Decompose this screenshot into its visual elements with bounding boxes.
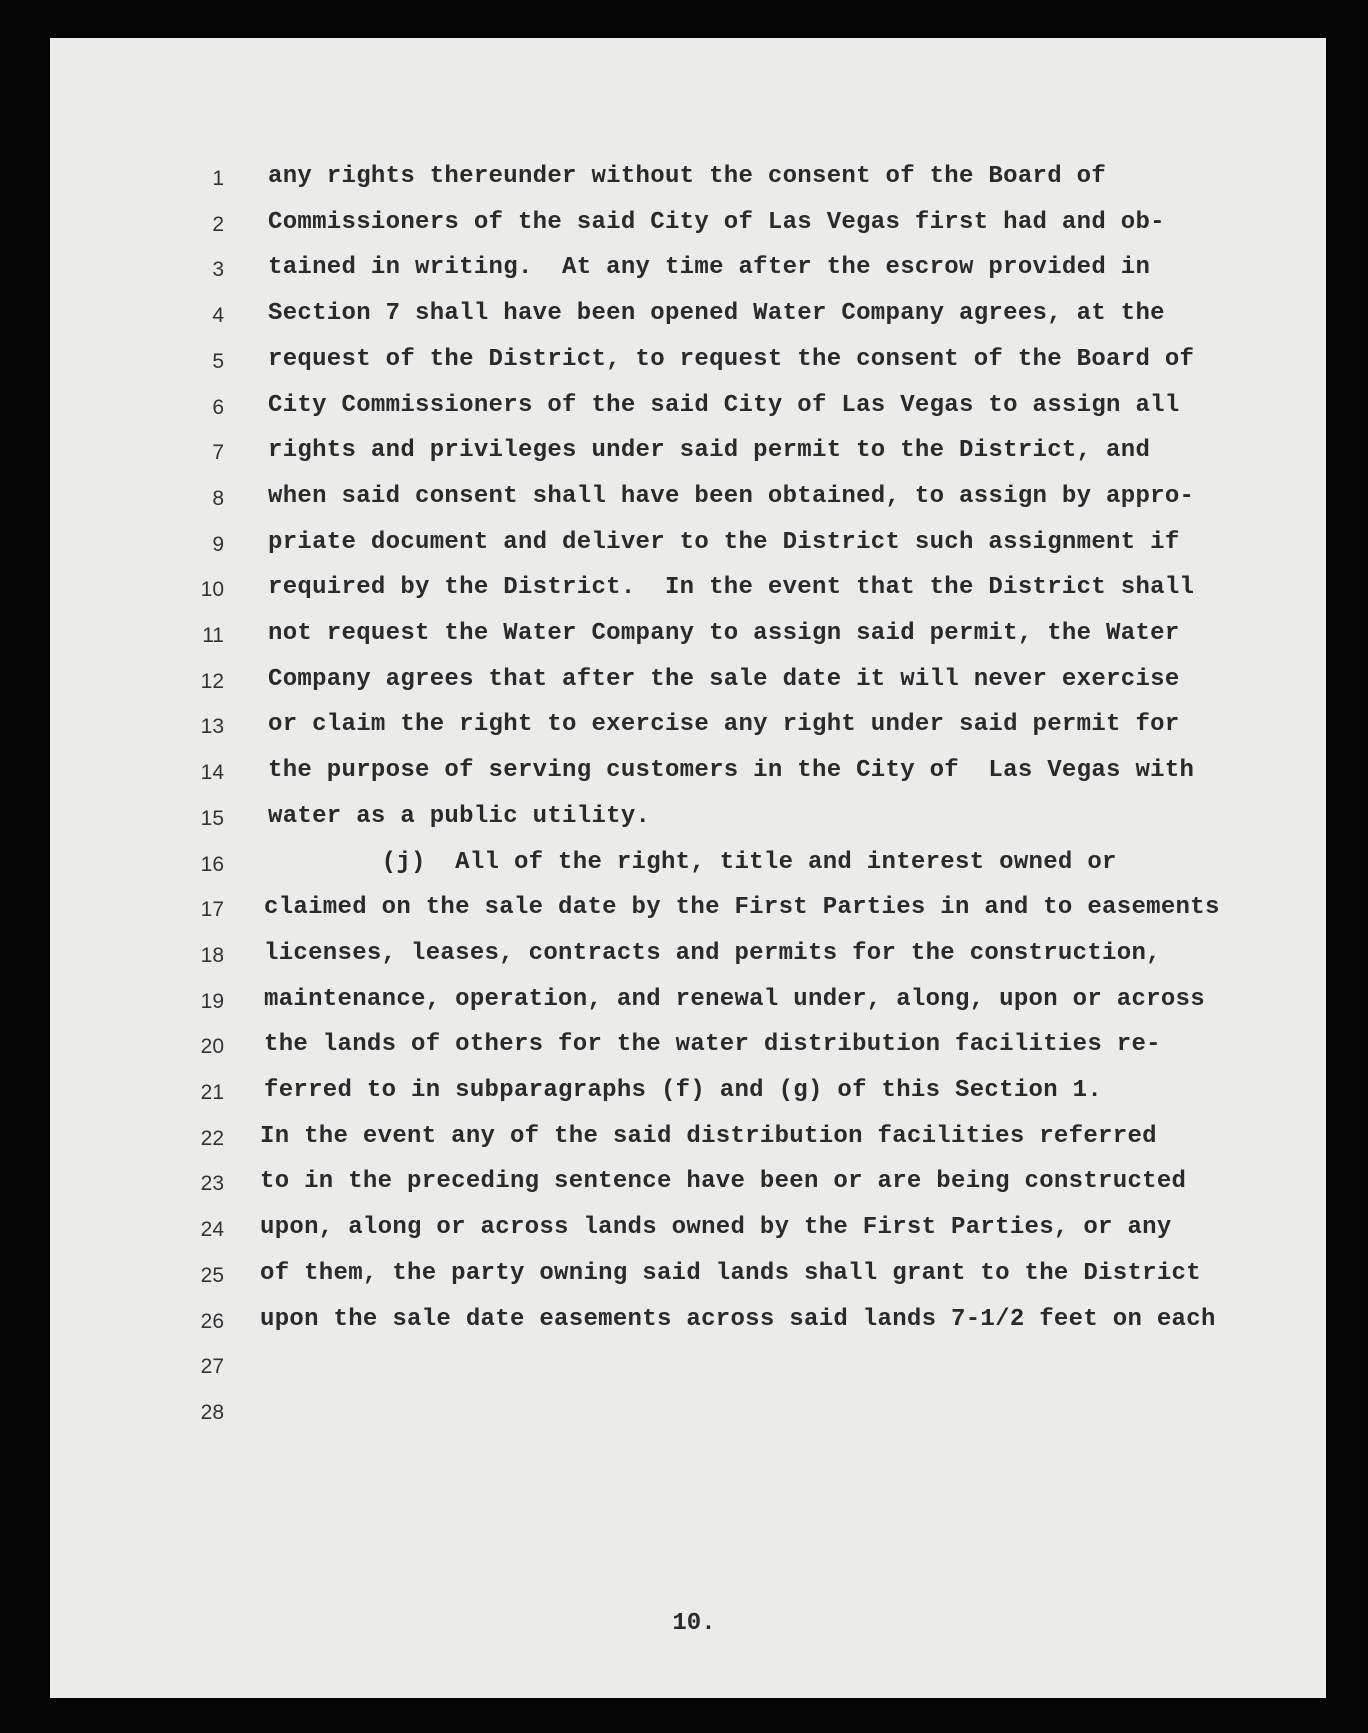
line-number: 20 (200, 1035, 224, 1058)
text-line: claimed on the sale date by the First Parties in and to easements (264, 894, 1220, 921)
text-line: ferred to in subparagraphs (f) and (g) of this Section 1. (264, 1077, 1103, 1104)
line-number: 21 (200, 1081, 224, 1104)
line-number: 4 (212, 304, 224, 327)
line-number: 23 (200, 1172, 224, 1195)
text-line: priate document and deliver to the District such assignment if (268, 529, 1180, 556)
text-line: maintenance, operation, and renewal under, along, upon or across (264, 986, 1205, 1013)
text-line: or claim the right to exercise any right under said permit for (268, 711, 1180, 738)
line-number: 19 (200, 990, 224, 1013)
line-number: 10 (200, 578, 224, 601)
text-line: required by the District. In the event that the District shall (268, 574, 1195, 601)
text-line: the lands of others for the water distribution facilities re- (264, 1031, 1161, 1058)
text-line: to in the preceding sentence have been or are being constructed (260, 1168, 1187, 1195)
text-line: licenses, leases, contracts and permits for the construction, (264, 940, 1161, 967)
line-number: 28 (200, 1401, 224, 1424)
text-line: Commissioners of the said City of Las Vegas first had and ob- (268, 209, 1165, 236)
text-line: of them, the party owning said lands shall grant to the District (260, 1260, 1201, 1287)
text-line: rights and privileges under said permit to the District, and (268, 437, 1151, 464)
line-number: 27 (200, 1355, 224, 1378)
line-number: 26 (200, 1310, 224, 1333)
text-line: request of the District, to request the consent of the Board of (268, 346, 1195, 373)
line-number: 9 (212, 533, 224, 556)
text-line: the purpose of serving customers in the City of Las Vegas with (268, 757, 1195, 784)
text-line: (j) All of the right, title and interest owned or (264, 849, 1117, 876)
text-line: not request the Water Company to assign said permit, the Water (268, 620, 1180, 647)
text-line: any rights thereunder without the consent of the Board of (268, 163, 1107, 190)
line-number: 13 (200, 715, 224, 738)
line-number: 25 (200, 1264, 224, 1287)
text-line: upon the sale date easements across said lands 7-1/2 feet on each (260, 1306, 1216, 1333)
text-line: water as a public utility. (268, 803, 651, 830)
line-number: 7 (212, 441, 224, 464)
line-number: 17 (200, 898, 224, 921)
text-line: tained in writing. At any time after the escrow provided in (268, 254, 1151, 281)
line-number: 2 (212, 213, 224, 236)
line-number: 5 (212, 350, 224, 373)
text-line: Section 7 shall have been opened Water Company agrees, at the (268, 300, 1165, 327)
line-number: 1 (212, 167, 224, 190)
line-number: 3 (212, 258, 224, 281)
line-number: 11 (202, 624, 224, 647)
page-number: 10. (672, 1610, 716, 1637)
text-line: City Commissioners of the said City of Las Vegas to assign all (268, 392, 1180, 419)
text-line: Company agrees that after the sale date it will never exercise (268, 666, 1180, 693)
line-number: 14 (200, 761, 224, 784)
line-number: 16 (200, 853, 224, 876)
line-number: 8 (212, 487, 224, 510)
document-page (50, 38, 1326, 1698)
line-number: 22 (200, 1127, 224, 1150)
line-number: 12 (200, 670, 224, 693)
line-number: 6 (212, 396, 224, 419)
line-number: 15 (200, 807, 224, 830)
text-line: upon, along or across lands owned by the First Parties, or any (260, 1214, 1172, 1241)
line-number: 24 (200, 1218, 224, 1241)
text-line: In the event any of the said distribution facilities referred (260, 1123, 1157, 1150)
line-number: 18 (200, 944, 224, 967)
text-line: when said consent shall have been obtained, to assign by appro- (268, 483, 1195, 510)
